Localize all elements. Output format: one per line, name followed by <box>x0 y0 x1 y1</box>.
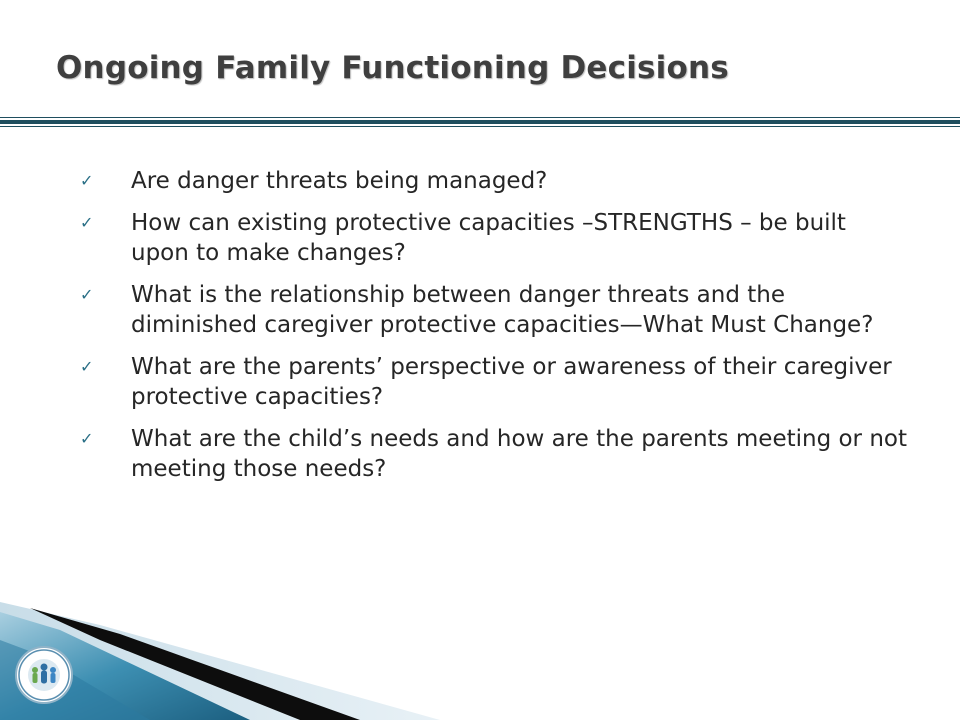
bottom-decoration <box>0 600 960 720</box>
bullet-item <box>80 166 910 196</box>
bullet-text: How can existing protective capacities –STRENGTHS – be built upon to make changes? <box>131 210 846 266</box>
title-divider-thick <box>0 120 960 124</box>
bullet-item <box>80 424 910 484</box>
title-divider-top <box>0 117 960 118</box>
agency-logo <box>15 646 73 704</box>
bullet-item <box>80 208 910 268</box>
bullet-item <box>80 280 910 340</box>
checkmark-icon: ✓ <box>80 171 94 190</box>
bullet-item <box>80 352 910 412</box>
agency-seal-icon <box>17 648 71 702</box>
checkmark-icon: ✓ <box>80 357 94 376</box>
checkmark-icon: ✓ <box>80 429 94 448</box>
bullet-text: What are the parents’ perspective or awareness of their caregiver protective capacities? <box>131 354 892 410</box>
bullet-text: Are danger threats being managed? <box>131 168 548 194</box>
checkmark-icon: ✓ <box>80 213 94 232</box>
slide-title: Ongoing Family Functioning Decisions <box>56 50 729 86</box>
checkmark-icon: ✓ <box>80 285 94 304</box>
title-divider-bottom <box>0 126 960 127</box>
bullet-text: What are the child’s needs and how are the parents meeting or not meeting those needs? <box>131 426 907 482</box>
bullet-list <box>80 166 910 496</box>
bullet-text: What is the relationship between danger threats and the diminished caregiver protective capacities—What Must Change? <box>131 282 874 338</box>
